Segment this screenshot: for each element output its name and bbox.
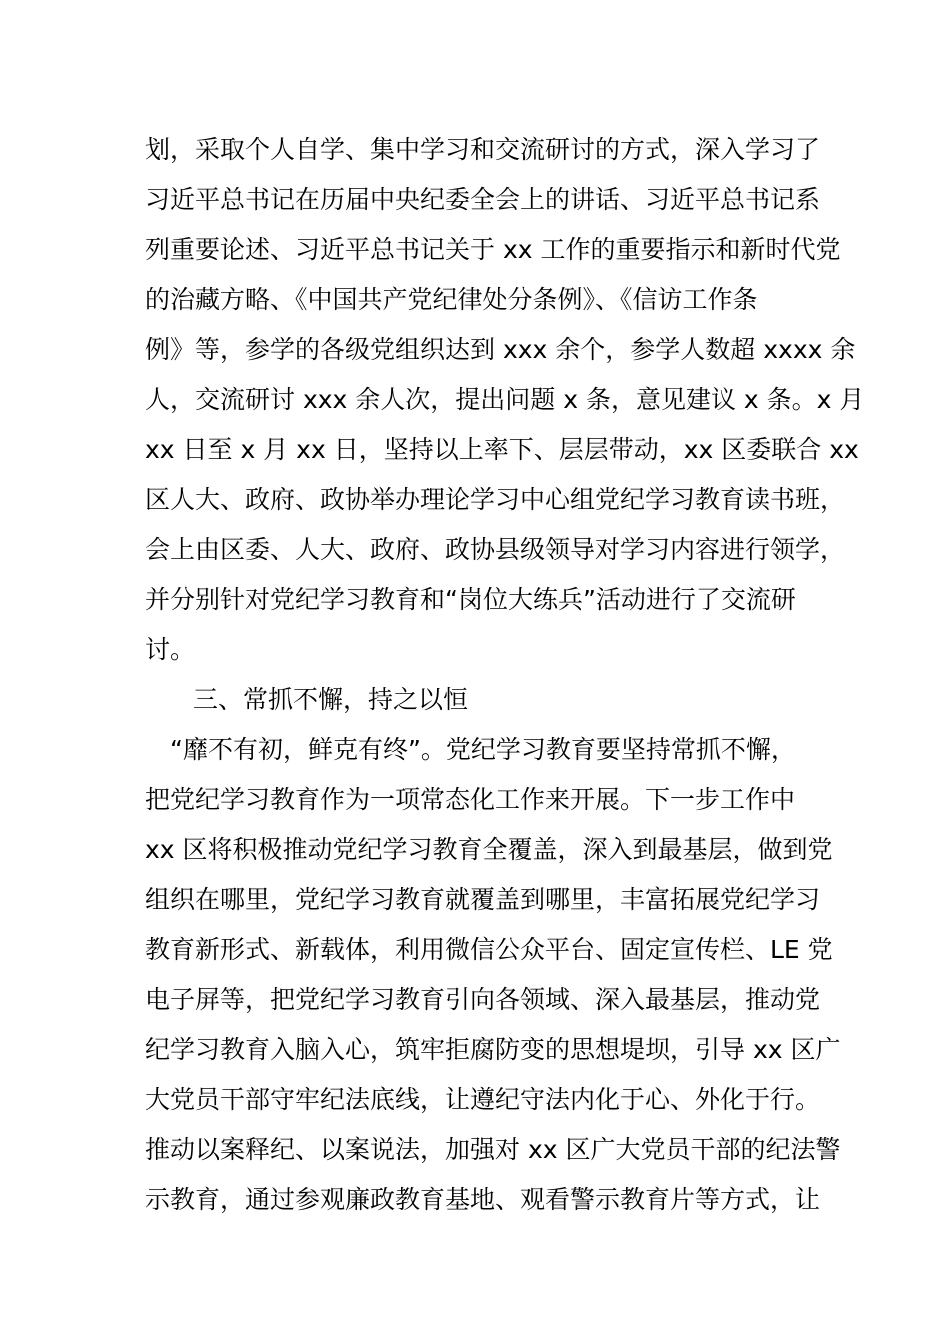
paragraph-line: 人，交流研讨 xxx 余人次，提出问题 x 条，意见建议 x 条。x 月 — [145, 385, 865, 414]
paragraph-line: 划，采取个人自学、集中学习和交流研讨的方式，深入学习了 — [145, 135, 821, 164]
paragraph-line: 示教育，通过参观廉政教育基地、观看警示教育片等方式，让 — [145, 1185, 821, 1214]
paragraph-line: 并分别针对党纪学习教育和“岗位大练兵”活动进行了交流研 — [145, 585, 796, 614]
paragraph-line: xx 日至 x 月 xx 日，坚持以上率下、层层带动，xx 区委联合 xx — [145, 435, 859, 464]
paragraph-line: 纪学习教育入脑入心，筑牢拒腐防变的思想堤坝，引导 xx 区广 — [145, 1035, 841, 1064]
paragraph-line: 电子屏等，把党纪学习教育引向各领域、深入最基层，推动党 — [145, 985, 821, 1014]
paragraph-line: 把党纪学习教育作为一项常态化工作来开展。下一步工作中 — [145, 785, 796, 814]
paragraph-line: “靡不有初，鲜克有终”。党纪学习教育要坚持常抓不懈， — [170, 735, 796, 764]
paragraph-line: 列重要论述、习近平总书记关于 xx 工作的重要指示和新时代党 — [145, 235, 841, 264]
paragraph-line: 教育新形式、新载体，利用微信公众平台、固定宣传栏、LE 党 — [145, 935, 833, 964]
paragraph-line: xx 区将积极推动党纪学习教育全覆盖，深入到最基层，做到党 — [145, 835, 833, 864]
paragraph-line: 大党员干部守牢纪法底线，让遵纪守法内化于心、外化于行。 — [145, 1085, 821, 1114]
paragraph-line: 组织在哪里，党纪学习教育就覆盖到哪里，丰富拓展党纪学习 — [145, 885, 821, 914]
paragraph-line: 的治藏方略、《中国共产党纪律处分条例》、《信访工作条 — [145, 285, 758, 314]
paragraph-line: 推动以案释纪、以案说法，加强对 xx 区广大党员干部的纪法警 — [145, 1135, 841, 1164]
paragraph-line: 讨。 — [145, 635, 196, 664]
paragraph-line: 习近平总书记在历届中央纪委全会上的讲话、习近平总书记系 — [145, 185, 821, 214]
paragraph-line: 区人大、政府、政协举办理论学习中心组党纪学习教育读书班， — [145, 485, 846, 514]
section-heading: 三、常抓不懈，持之以恒 — [193, 685, 469, 714]
paragraph-line: 会上由区委、人大、政府、政协县级领导对学习内容进行领学， — [145, 535, 846, 564]
paragraph-line: 例》等，参学的各级党组织达到 xxx 余个，参学人数超 xxxx 余 — [145, 335, 856, 364]
